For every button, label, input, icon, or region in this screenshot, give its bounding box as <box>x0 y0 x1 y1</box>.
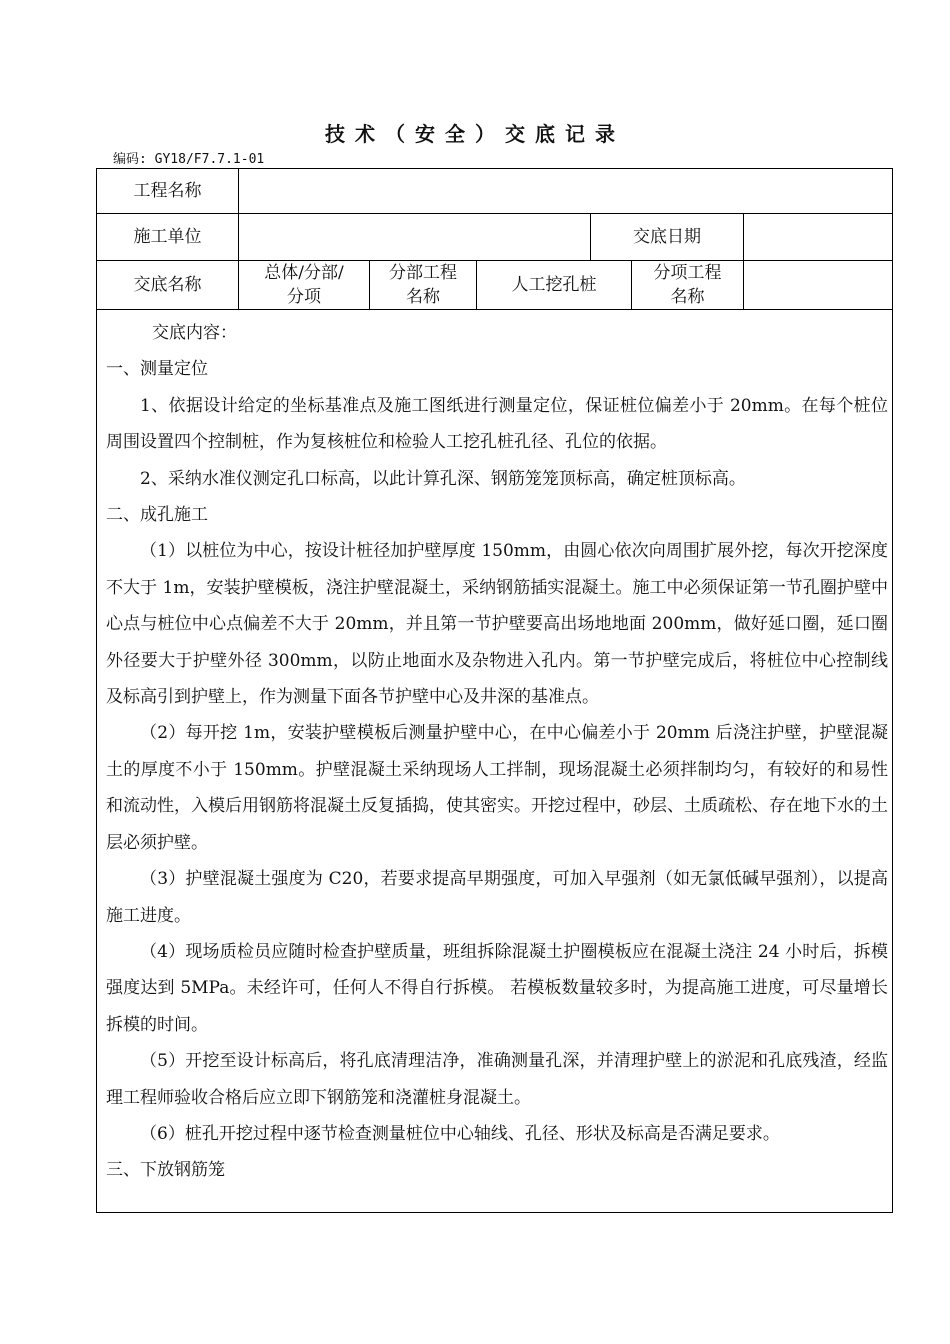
content-paragraph: （3）护壁混凝土强度为 C20，若要求提高早期强度，可加入早强剂（如无氯低碱早强剂），以提高施工进度。 <box>106 869 888 926</box>
sub-project-label-line1: 分部工程 <box>389 263 457 283</box>
construction-unit-label: 施工单位 <box>133 227 202 247</box>
section-heading: 二、成孔施工 <box>106 505 208 526</box>
scope-label <box>239 261 369 309</box>
disclosure-content <box>106 315 888 1189</box>
project-name-field[interactable] <box>239 169 893 213</box>
disclosure-date-field[interactable] <box>744 214 893 260</box>
row-divider <box>97 309 892 310</box>
section-heading: 三、下放钢筋笼 <box>106 1160 225 1181</box>
item-project-label <box>632 261 743 309</box>
content-paragraph: （4）现场质检员应随时检查护壁质量，班组拆除混凝土护圈模板应在混凝土浇注 24 小时后，拆模强度达到 5MPa。未经许可，任何人不得自行拆模。 若模板数量较多时，为提高施工进度，可尽量增长拆模的时间。 <box>106 941 888 1035</box>
item-project-label-line1: 分项工程 <box>653 263 722 283</box>
construction-unit-field[interactable] <box>239 214 590 260</box>
content-paragraph: （5）开挖至设计标高后，将孔底清理洁净，准确测量孔深，并清理护壁上的淤泥和孔底残渣，经监理工程师验收合格后应立即下钢筋笼和浇灌桩身混凝土。 <box>106 1051 888 1108</box>
content-paragraph: （6）桩孔开挖过程中逐节检查测量桩位中心轴线、孔径、形状及标高是否满足要求。 <box>140 1123 780 1144</box>
content-paragraph: （2）每开挖 1m，安装护壁模板后测量护壁中心，在中心偏差小于 20mm 后浇注护壁，护壁混凝土的厚度不小于 150mm。护壁混凝土采纳现场人工拌制，现场混凝土必须拌制均匀，有较好的和易性和流动性，入模后用钢筋将混凝土反复插捣，使其密实。开挖过程中，砂层、土质疏松、存在地下水的土层必须护壁。 <box>106 723 888 853</box>
disclosure-date-label: 交底日期 <box>633 227 701 247</box>
scope-label-line1: 总体/分部/ <box>264 263 344 283</box>
disclosure-name-label: 交底名称 <box>133 275 202 295</box>
item-project-value[interactable] <box>744 261 893 309</box>
content-paragraph: 2、采纳水准仪测定孔口标高，以此计算孔深、钢筋笼笼顶标高，确定桩顶标高。 <box>140 468 746 489</box>
project-name-label: 工程名称 <box>133 181 202 201</box>
sub-project-value[interactable]: 人工挖孔桩 <box>511 275 597 295</box>
sub-project-label <box>370 261 476 309</box>
item-project-label-line2: 名称 <box>670 287 705 307</box>
content-paragraph: （1）以桩位为中心，按设计桩径加护壁厚度 150mm，由圆心依次向周围扩展外挖，每次开挖深度不大于 1m，安装护壁模板，浇注护壁混凝土，采纳钢筋插实混凝土。施工中必须保证第一节孔圈护壁中心点与桩位中心点偏差不大于 20mm，并且第一节护壁要高出场地地面 200mm，做好延口圈，延口圈外径要大于护壁外径 300mm，以防止地面水及杂物进入孔内。第一节护壁完成后，将桩位中心控制线及标高引到护壁上，作为测量下面各节护壁中心及井深的基准点。 <box>106 541 888 708</box>
scope-label-line2: 分项 <box>287 287 321 307</box>
document-title: 技术（安全）交底记录 <box>325 122 625 146</box>
content-label: 交底内容： <box>152 323 237 343</box>
disclosure-form <box>96 168 893 1213</box>
content-paragraph: 1、依据设计给定的坐标基准点及施工图纸进行测量定位，保证桩位偏差小于 20mm。在每个桩位周围设置四个控制桩，作为复核桩位和检验人工挖孔桩孔径、孔位的依据。 <box>106 395 888 453</box>
document-code: 编码: GY18/F7.7.1-01 <box>113 152 265 167</box>
sub-project-label-line2: 名称 <box>406 287 440 307</box>
section-heading: 一、测量定位 <box>106 359 208 380</box>
